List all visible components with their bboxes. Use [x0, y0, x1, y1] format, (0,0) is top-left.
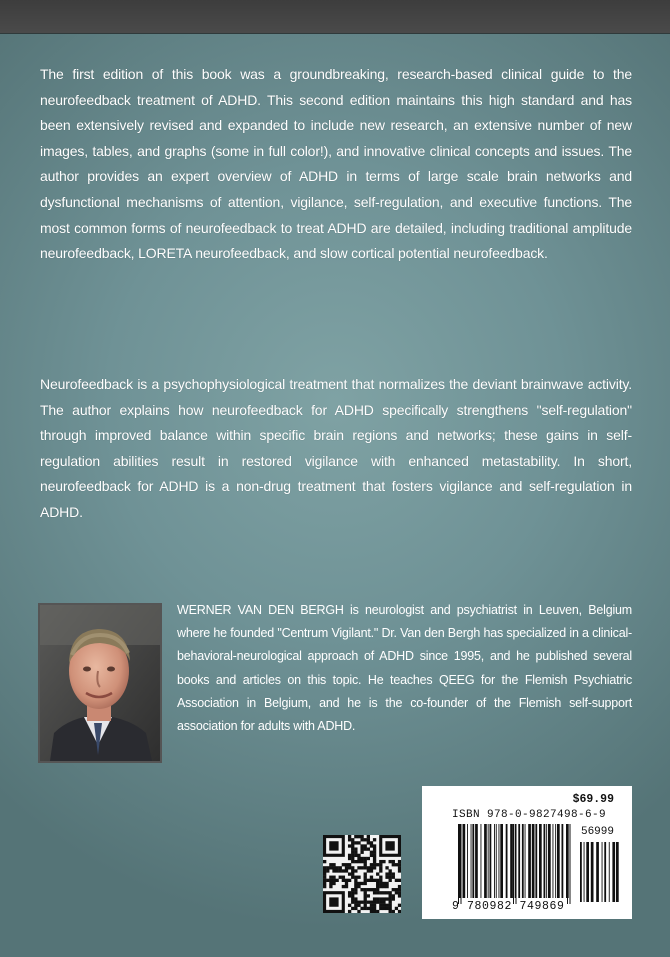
- author-portrait-icon: [40, 605, 160, 761]
- price-code-text: 56999: [580, 826, 614, 838]
- price-text: $69.99: [572, 793, 614, 806]
- qr-code-icon: [323, 835, 401, 913]
- barcode-label: [422, 786, 632, 919]
- isbn-text: ISBN 978-0-9827498-6-9: [452, 809, 607, 821]
- top-dark-band: [0, 0, 670, 34]
- author-bio: WERNER VAN DEN BERGH is neurologist and psychiatrist in Leuven, Belgium where he founded "Centrum Vigilant." Dr. Van den Bergh has specialized in a clinical-behavioral-neurological approach of ADHD since 1995, and he published several books and articles on this topic. He teaches QEEG for the Flemish Psychiatric Association in Belgium, and he is the co-founder of the Flemish self-support association for adults with ADHD.: [177, 603, 632, 734]
- author-photo: [38, 603, 162, 763]
- description-paragraph-1: The first edition of this book was a groundbreaking, research-based clinical guide to the neurofeedback treatment of ADHD. This second edition maintains this high standard and has been extensively revised and expanded to include new research, an extensive number of new images, tables, and graphs (some in full color!), and innovative clinical concepts and issues. The author provides an expert overview of ADHD in terms of large scale brain networks and dysfunctional mechanisms of attention, vigilance, self-regulation, and executive functions. The most common forms of neurofeedback to treat ADHD are detailed, including traditional amplitude neurofeedback, LORETA neurofeedback, and slow cortical potential neurofeedback.: [40, 66, 632, 262]
- description-paragraph-2: Neurofeedback is a psychophysiological treatment that normalizes the deviant brainwave activity. The author explains how neurofeedback for ADHD specifically strengthens "self-regulation" through improved balance within specific brain regions and networks; these gains in self-regulation abilities result in restored vigilance with enhanced metastability. In short, neurofeedback for ADHD is a non-drug treatment that fosters vigilance and self-regulation in ADHD.: [40, 376, 632, 520]
- ean-digits-text: 9 780982 749869: [452, 900, 565, 913]
